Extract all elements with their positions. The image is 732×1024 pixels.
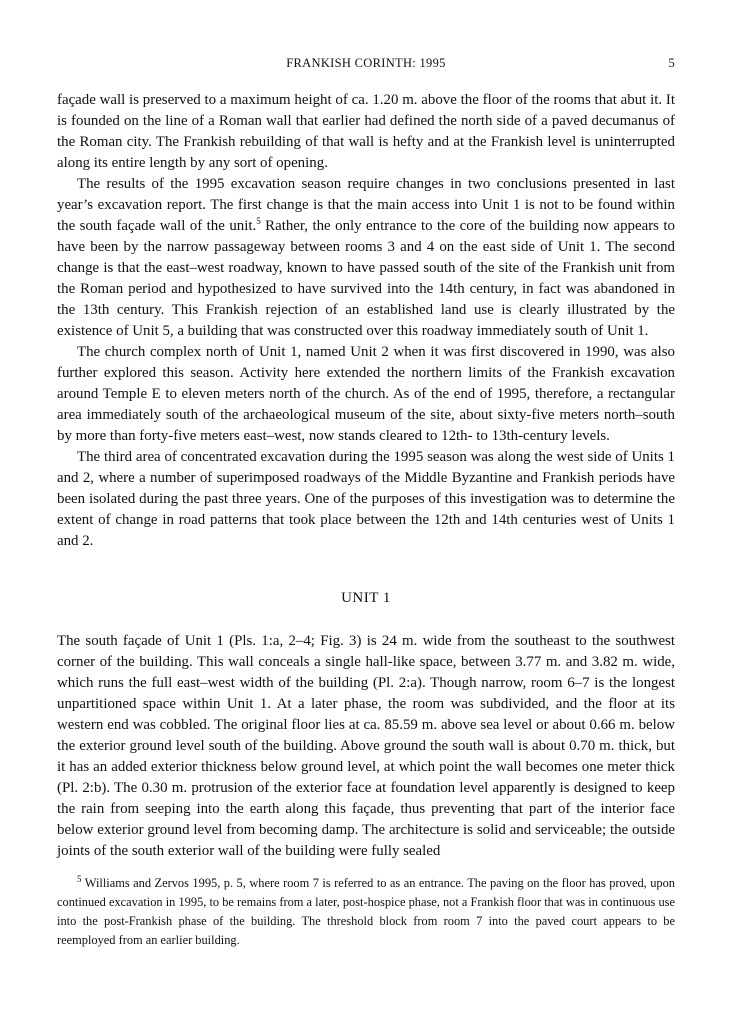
section-heading-unit-1: UNIT 1: [341, 590, 391, 606]
paragraph-3: The church complex north of Unit 1, named Unit 2 when it was first discovered in 1990, was also further explored this season. Activity here extended the northern limits of the Frankish excavation around Temple E to eleven meters north of the church. As of the end of 1995, therefore, a rectangular area immediately south of the archaeological museum of the site, about sixty-five meters north–south by more than forty-five meters east–west, now stands cleared to 12th- to 13th-century levels.: [57, 344, 675, 444]
paragraph-2: [57, 174, 675, 342]
paragraph-2-text-b: Rather, the only entrance to the core of the building now appears to have been by the narrow passageway between rooms 3 and 4 on the east side of Unit 1. The second change is that the east–west roadway, known to have passed south of the site of the Frankish unit from the Roman period and hypothesized to have survived into the 14th century, in fact was abandoned in the 13th century. This Frankish rejection of an established land use is clearly illustrated by the existence of Unit 5, a building that was constructed over this roadway immediately south of Unit 1.: [57, 218, 675, 339]
body-text: [57, 90, 675, 862]
running-head: [57, 56, 675, 76]
footnote-5: [57, 874, 675, 950]
footnote-text: Williams and Zervos 1995, p. 5, where room 7 is referred to as an entrance. The paving on the floor has proved, upon continued excavation in 1995, to be remains from a later, post-hospice phase, not a Frankish floor that was in continuous use into the post-Frankish phase of the building. The threshold block from room 7 into the paved court appears to be reemployed from an earlier building.: [57, 876, 675, 947]
footnotes: [57, 874, 675, 950]
footnote-number: 5: [77, 873, 82, 884]
page-number: 5: [668, 56, 675, 70]
page: [57, 56, 675, 950]
paragraph-1: façade wall is preserved to a maximum height of ca. 1.20 m. above the floor of the rooms that abut it. It is founded on the line of a Roman wall that earlier had defined the north side of a paved decumanus of the Roman city. The Frankish rebuilding of that wall is hefty and at the Frankish level is uninterrupted along its entire length by any sort of opening.: [57, 92, 675, 171]
section-paragraph: The south façade of Unit 1 (Pls. 1:a, 2–4; Fig. 3) is 24 m. wide from the southeast to the southwest corner of the building. This wall conceals a single hall-like space, between 3.77 m. and 3.82 m. wide, which runs the full east–west width of the building (Pl. 2:a). Though narrow, room 6–7 is the longest unpartitioned space within Unit 1. At a later phase, the room was subdivided, and the floor at its western end was cobbled. The original floor lies at ca. 85.59 m. above sea level or about 0.66 m. below the exterior ground level south of the building. Above ground the south wall is about 0.70 m. thick, but it has an added exterior thickness below ground level, at which point the wall becomes one meter thick (Pl. 2:b). The 0.30 m. protrusion of the exterior face at foundation level apparently is designed to keep the rain from seeping into the earth along this façade, thus preventing that part of the interior face below exterior ground level from becoming damp. The architecture is solid and serviceable; the outside joints of the south exterior wall of the building were fully sealed: [57, 633, 675, 859]
running-title: FRANKISH CORINTH: 1995: [286, 56, 446, 70]
paragraph-2-text-a: The results of the 1995 excavation season require changes in two conclusions presented in last year’s excavation report. The first change is that the main access into Unit 1 is not to be found within the south façade wall of the unit.: [57, 176, 675, 234]
footnote-ref-5: 5: [256, 216, 261, 227]
paragraph-4: The third area of concentrated excavation during the 1995 season was along the west side of Units 1 and 2, where a number of superimposed roadways of the Middle Byzantine and Frankish periods have been isolated during the past three years. One of the purposes of this investigation was to determine the extent of change in road patterns that took place between the 12th and 14th centuries west of Units 1 and 2.: [57, 449, 675, 549]
